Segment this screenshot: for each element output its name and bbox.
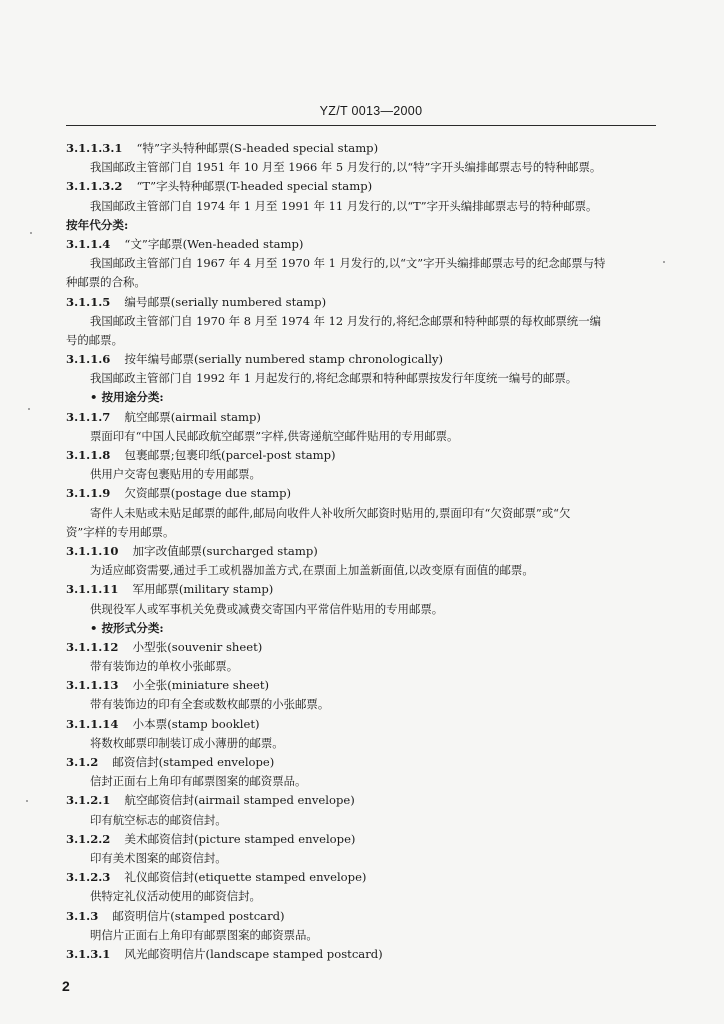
definition-text: 我国邮政主管部门自 1951 年 10 月至 1966 年 5 月发行的,以“特”字开头编排邮票志号的特种邮票。: [90, 160, 602, 175]
section-number: 3.1.1.8: [66, 448, 111, 462]
section-number: 3.1.3.1: [66, 946, 111, 961]
section-heading: [66, 868, 660, 887]
definition-text-continued: 种邮票的合称。: [66, 275, 146, 290]
section-title: 小本票(stamp booklet): [132, 716, 260, 731]
definition-text: 我国邮政主管部门自 1970 年 8 月至 1974 年 12 月发行的,将纪念邮票和特种邮票的每枚邮票统一编: [90, 313, 601, 328]
section-number: 3.1.2: [66, 755, 99, 769]
definition-text: 信封正面右上角印有邮票图案的邮资票品。: [90, 774, 307, 789]
section-title: 编号邮票(serially numbered stamp): [124, 294, 327, 309]
section-number: 3.1.1.13: [66, 678, 119, 693]
page-number: 2: [62, 978, 70, 994]
definition-text: 将数枚邮票印制装订成小薄册的邮票。: [90, 735, 284, 750]
section-heading: [66, 907, 660, 926]
section-title: 包裹邮票;包裹印纸(parcel-post stamp): [124, 448, 336, 462]
section-number: 3.1.1.10: [66, 543, 119, 558]
definition-text: 带有装饰边的单枚小张邮票。: [90, 659, 239, 674]
section-title: 航空邮票(airmail stamp): [124, 409, 261, 424]
section-number: 3.1.1.12: [66, 639, 119, 654]
section-heading: [66, 542, 660, 561]
section-title: 航空邮资信封(airmail stamped envelope): [124, 793, 355, 808]
section-title: 邮资信封(stamped envelope): [112, 755, 275, 769]
section-number: 3.1.1.6: [66, 352, 111, 367]
definition-text: 我国邮政主管部门自 1992 年 1 月起发行的,将纪念邮票和特种邮票按发行年度统一编号的邮票。: [90, 371, 578, 386]
definition-text: 印有航空标志的邮资信封。: [90, 812, 227, 827]
definition-text-continued: 资”字样的专用邮票。: [66, 524, 175, 539]
scan-speck: [26, 800, 28, 802]
section-number: 3.1.1.4: [66, 236, 111, 251]
category-heading: 按年代分类:: [66, 217, 129, 232]
section-heading: [66, 830, 660, 849]
section-heading: [66, 791, 660, 810]
section-number: 3.1.1.9: [66, 486, 111, 501]
section-title: 小型张(souvenir sheet): [132, 639, 263, 654]
section-number: 3.1.1.7: [66, 409, 111, 424]
section-title: 按年编号邮票(serially numbered stamp chronologically): [124, 352, 444, 367]
category-bullet: • 按形式分类:: [90, 620, 164, 635]
definition-text-continued: 号的邮票。: [66, 332, 123, 347]
section-heading: [66, 293, 660, 312]
scan-speck: [663, 261, 665, 263]
page-header: YZ/T 0013—2000: [319, 104, 423, 118]
section-heading: [66, 446, 660, 465]
section-title: 加字改值邮票(surcharged stamp): [132, 543, 318, 558]
section-number: 3.1.1.14: [66, 716, 119, 731]
section-heading: [66, 638, 660, 657]
section-title: 美术邮资信封(picture stamped envelope): [124, 831, 356, 846]
definition-text: 寄件人未贴或未贴足邮票的邮件,邮局向收件人补收所欠邮资时贴用的,票面印有“欠资邮票”或“欠: [90, 505, 571, 520]
section-heading: [66, 139, 660, 158]
section-title: 邮资明信片(stamped postcard): [112, 908, 285, 923]
definition-text: 供用户交寄包裹贴用的专用邮票。: [90, 467, 261, 482]
header-rule: [66, 125, 656, 126]
section-number: 3.1.2.1: [66, 793, 111, 808]
section-number: 3.1.2.3: [66, 870, 111, 885]
section-number: 3.1.1.11: [66, 582, 119, 597]
section-title: 小全张(miniature sheet): [132, 678, 270, 693]
section-number: 3.1.3: [66, 908, 99, 923]
section-heading: [66, 580, 660, 599]
section-number: 3.1.2.2: [66, 831, 111, 846]
definition-text: 明信片正面右上角印有邮票图案的邮资票品。: [90, 927, 318, 942]
section-heading: [66, 715, 660, 734]
section-title: 军用邮票(military stamp): [132, 582, 274, 597]
definition-text: 带有装饰边的印有全套或数枚邮票的小张邮票。: [90, 697, 330, 712]
section-title: 礼仪邮资信封(etiquette stamped envelope): [124, 870, 367, 885]
definition-text: 我国邮政主管部门自 1967 年 4 月至 1970 年 1 月发行的,以“文”字开头编排邮票志号的纪念邮票与特: [90, 256, 606, 271]
definition-text: 票面印有“中国人民邮政航空邮票”字样,供寄递航空邮件贴用的专用邮票。: [90, 428, 459, 443]
scan-speck: [30, 232, 32, 234]
definition-text: 印有美术图案的邮资信封。: [90, 850, 227, 865]
section-heading: [66, 408, 660, 427]
section-title: “特”字头特种邮票(S-headed special stamp): [136, 141, 379, 155]
category-bullet: • 按用途分类:: [90, 390, 164, 405]
section-title: 风光邮资明信片(landscape stamped postcard): [124, 946, 383, 961]
section-title: 欠资邮票(postage due stamp): [124, 486, 292, 501]
section-heading: [66, 484, 660, 503]
definition-text: 供现役军人或军事机关免费或减费交寄国内平常信件贴用的专用邮票。: [90, 601, 444, 616]
section-number: 3.1.1.3.2: [66, 179, 123, 194]
section-number: 3.1.1.5: [66, 294, 111, 309]
section-heading: [66, 676, 660, 695]
definition-text: 我国邮政主管部门自 1974 年 1 月至 1991 年 11 月发行的,以“T”字开头编排邮票志号的特种邮票。: [90, 198, 598, 213]
document-body: [66, 139, 660, 964]
section-title: “T”字头特种邮票(T-headed special stamp): [136, 179, 373, 194]
section-title: “文”字邮票(Wen-headed stamp): [124, 236, 304, 251]
definition-text: 供特定礼仪活动使用的邮资信封。: [90, 889, 261, 904]
definition-text: 为适应邮资需要,通过手工或机器加盖方式,在票面上加盖新面值,以改变原有面值的邮票。: [90, 563, 534, 578]
section-heading: [66, 235, 660, 254]
section-heading: [66, 177, 660, 196]
section-heading: [66, 350, 660, 369]
section-heading: [66, 945, 660, 964]
section-number: 3.1.1.3.1: [66, 141, 123, 155]
scan-speck: [28, 408, 30, 410]
section-heading: [66, 753, 660, 772]
